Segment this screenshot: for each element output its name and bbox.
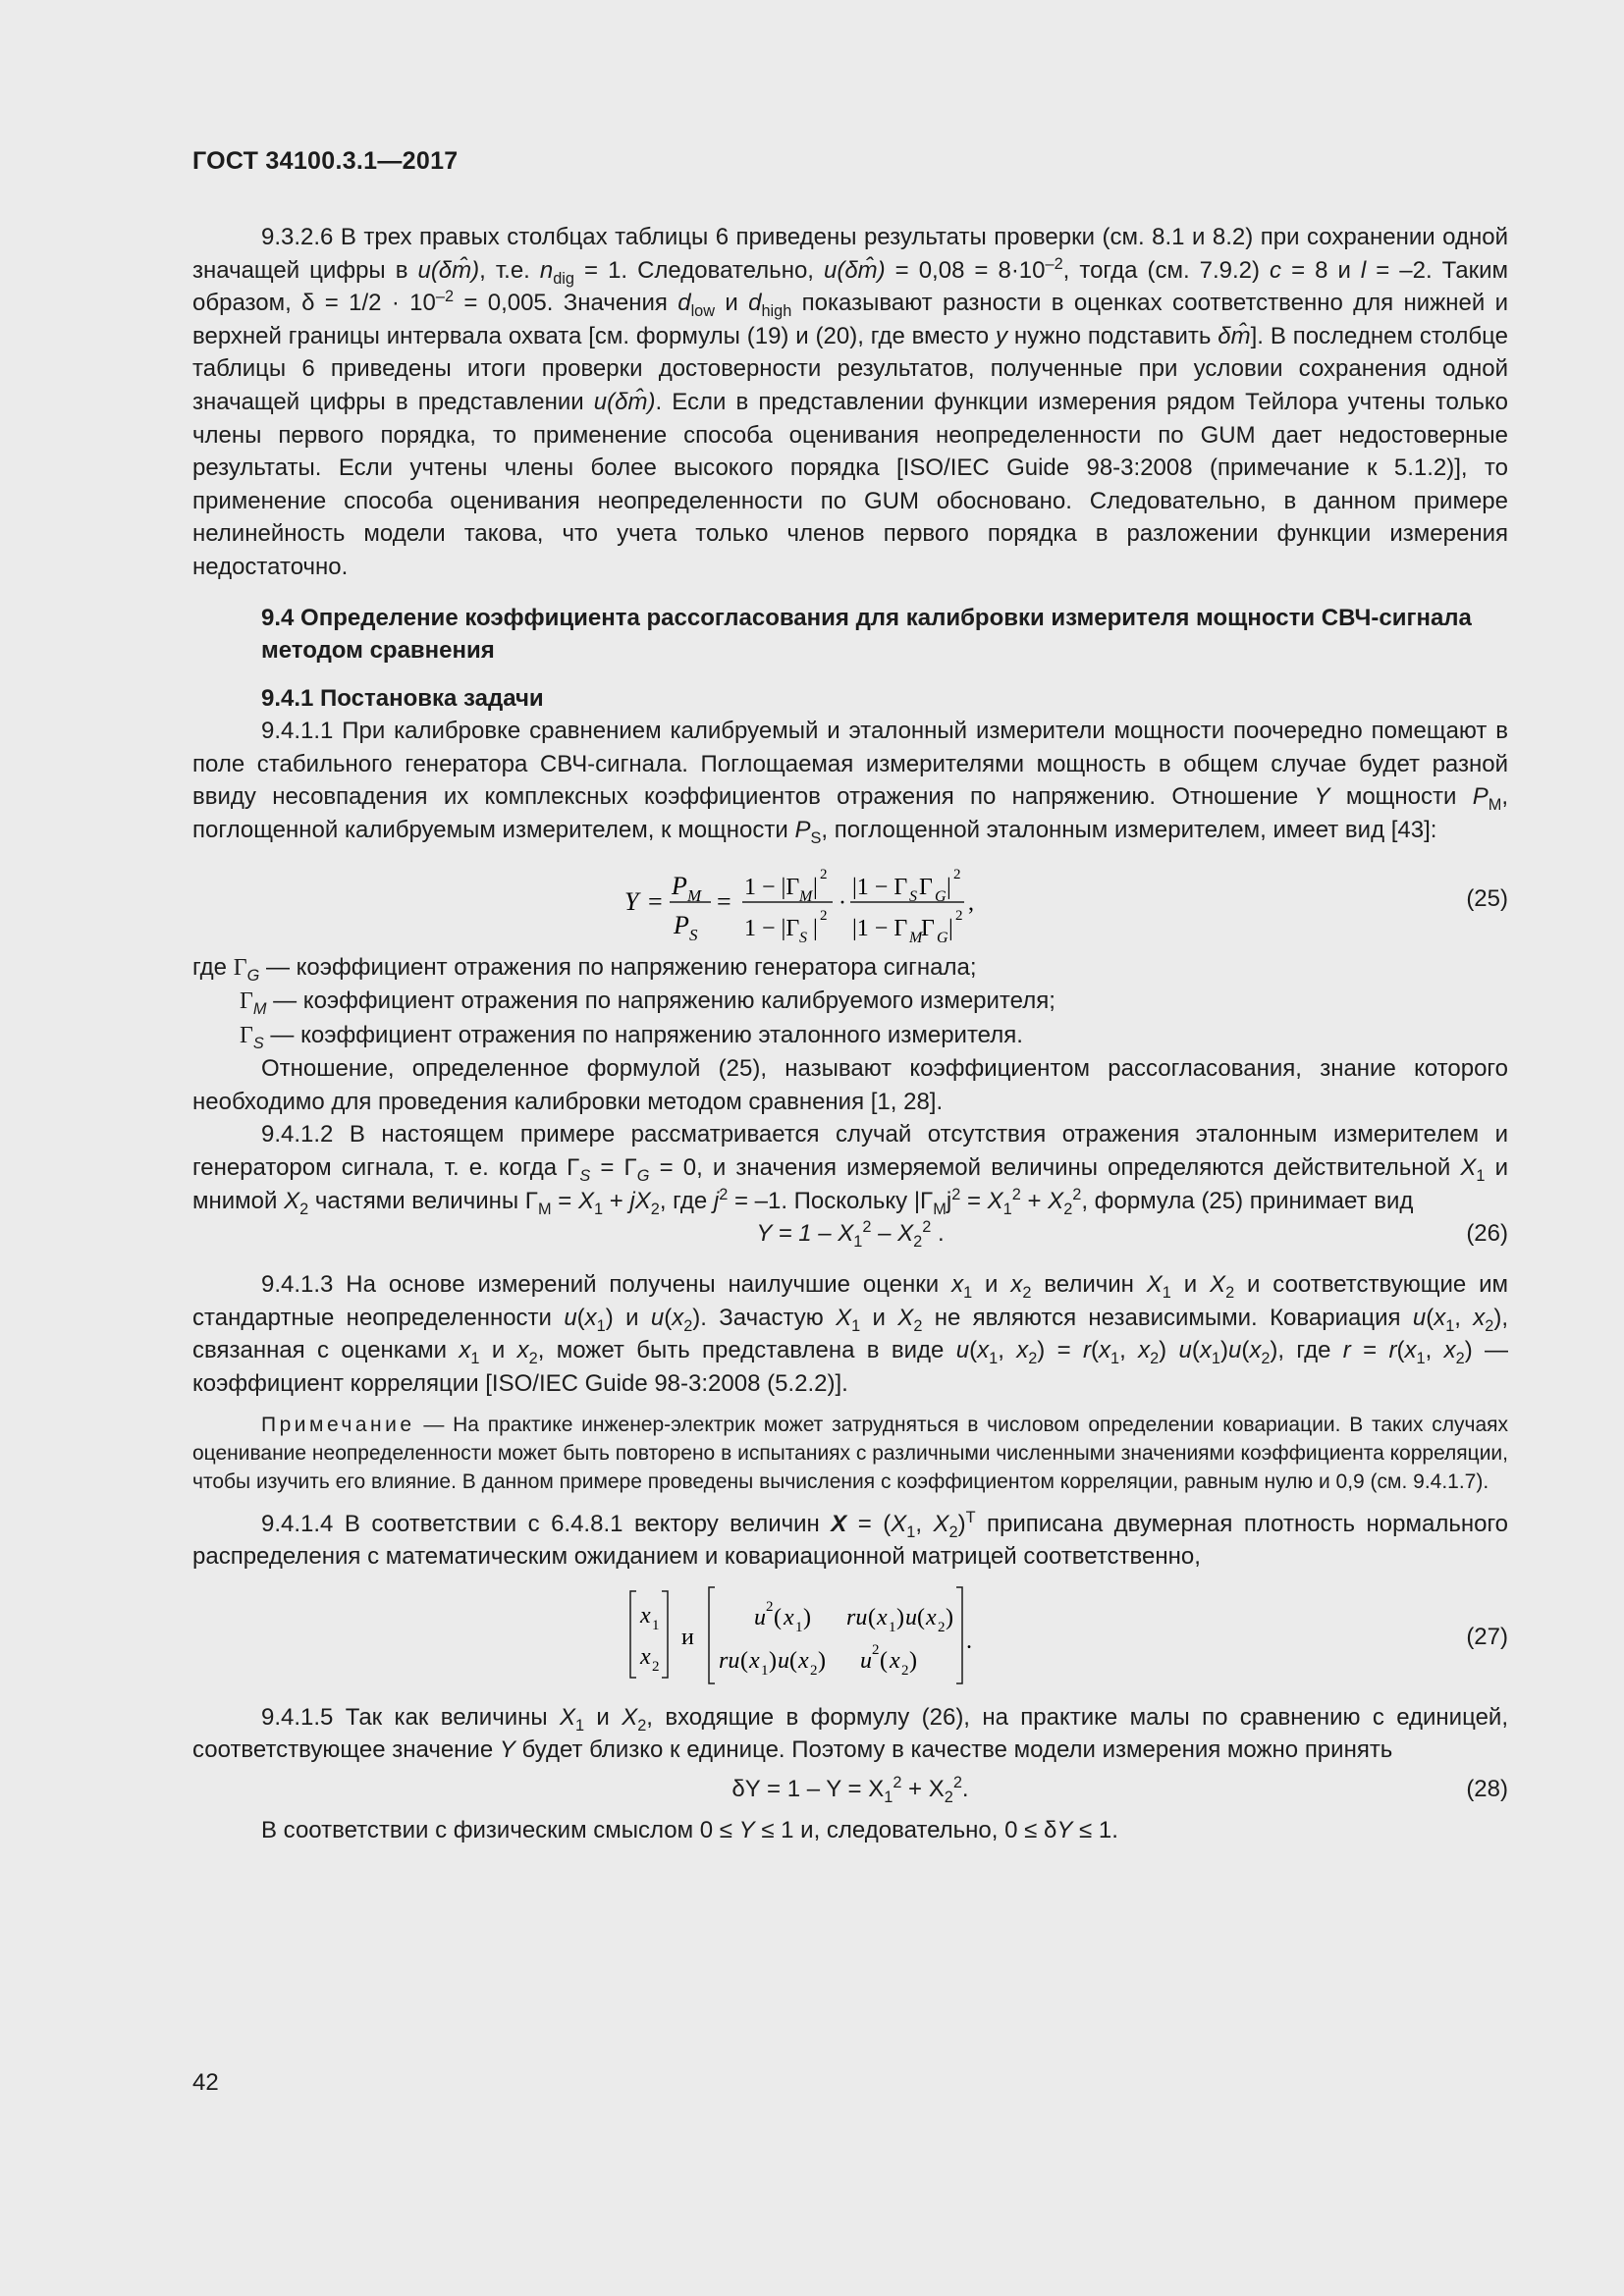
svg-text:|1 − Γ: |1 − Γ [852, 874, 908, 900]
equation-27-body [624, 1583, 1076, 1689]
svg-text:=: = [648, 886, 663, 916]
svg-text:u: u [905, 1604, 917, 1630]
equation-25-body [624, 851, 1076, 949]
svg-text:·: · [839, 889, 846, 916]
svg-text:u: u [860, 1647, 872, 1674]
svg-text:M: M [687, 885, 702, 905]
svg-text:2: 2 [652, 1658, 660, 1675]
svg-text:): ) [818, 1647, 826, 1674]
where-list [192, 951, 1508, 1053]
svg-text:P: P [674, 910, 689, 939]
svg-text:G: G [935, 887, 947, 905]
section-heading-9-4-1: 9.4.1 Постановка задачи [261, 684, 544, 712]
svg-text:G: G [937, 929, 948, 946]
svg-text:|: | [947, 874, 951, 900]
svg-text:1: 1 [795, 1619, 803, 1635]
paragraph-9-4-1-2: 9.4.1.2 В настоящем примере рассматривается случай отсутствия отражения эталонным измерителем и генератором сигнала, т. е. когда $\Gamma_S = \Gamma_G = 0$, и значения измеряемой величины определяются действительной $X_1$ и мнимой $X_2$ частями величины $\Gamma_M = X_1 + jX_2$, где $j^2 = -1$. Поскольку $|\Gamma_Mj^2 = X_1^2 + X_2^2$, формула (25) принимает вид [192, 1121, 1508, 1218]
svg-text:,: , [968, 889, 974, 916]
paragraph-9-4-1-3: 9.4.1.3 На основе измерений получены наилучшие оценки $x_1$ и $x_2$ величин $X_1$ и $X_2$ и соответствующие им стандартные неопределенности $u(x_1)$ и $u(x_2)$. Зачастую $X_1$ и $X_2$ не являются независимыми. Ковариация $u(x_1$, $x_2$), связанная с оценками $x_1$ и $x_2$, может быть представлена в виде $u(x_1$, $x_2) = r(x_1$, $x_2$) $u(x_1)u(x_2)$, где $r = r(x_1$, $x_2$) — коэффициент корреляции [ISO/IEC Guide 98-3:2008 (5.2.2)]. [192, 1271, 1509, 1398]
svg-text:2: 2 [955, 907, 963, 924]
svg-text:ru: ru [719, 1647, 740, 1674]
svg-text:(: ( [917, 1604, 925, 1630]
svg-text:S: S [909, 887, 917, 905]
svg-text:2: 2 [953, 866, 961, 882]
svg-text:): ) [946, 1604, 953, 1630]
where-item-gamma-m: $\Gamma_M$ — коэффициент отражения по напряжению калибруемого измерителя; [240, 988, 1056, 1018]
svg-text:2: 2 [820, 866, 828, 882]
svg-text:): ) [769, 1647, 777, 1674]
equation-28 [192, 1773, 1508, 1812]
svg-text:u: u [754, 1604, 766, 1630]
svg-text:Γ: Γ [921, 915, 935, 941]
equation-26-number: (26) [1466, 1220, 1508, 1248]
svg-text:x: x [749, 1647, 760, 1674]
svg-text:|1 − Γ: |1 − Γ [852, 915, 908, 941]
svg-text:S: S [689, 925, 698, 944]
paragraph-9-4-1-5: 9.4.1.5 Так как величины $X_1$ и $X_2$, входящие в формулу (26), на практике малы по сравнению с единицей, соответствующее значение Y будет близко к единице. Поэтому в качестве модели измерения можно принять [192, 1703, 1508, 1764]
svg-text:): ) [803, 1604, 811, 1630]
note-paragraph: Примечание — На практике инженер-электрик может затрудняться в числовом определении ковариации. В таких случаях оценивание неопределенности может быть повторено в испытаниях с различными численными значениями коэффициента корреляции, чтобы изучить его влияние. В данном примере проведены вычисления с коэффициентом корреляции, равным нулю и 0,9 (см. 9.4.1.7). [192, 1413, 1508, 1493]
svg-text:2: 2 [820, 907, 828, 924]
svg-text:(: ( [868, 1604, 876, 1630]
equation-26 [192, 1217, 1508, 1253]
svg-text:|: | [948, 915, 953, 941]
svg-text:x: x [784, 1604, 794, 1630]
equation-26-body: $Y = 1 - X_1^2 - X_2^2$ . [756, 1218, 945, 1252]
svg-text:2: 2 [901, 1662, 909, 1679]
paragraph-ratio: Отношение, определенное формулой (25), называют коэффициентом рассогласования, знание которого необходимо для проведения калибровки методом сравнения [1, 28]. [192, 1055, 1508, 1115]
svg-text:S: S [799, 929, 807, 946]
equation-25 [192, 851, 1508, 949]
svg-text:M: M [799, 887, 813, 905]
svg-text:1: 1 [652, 1617, 660, 1633]
svg-text:1: 1 [889, 1619, 896, 1635]
svg-text:x: x [640, 1602, 651, 1629]
paragraph-9-4-1-1: 9.4.1.1 При калибровке сравнением калибруемый и эталонный измерители мощности поочередно помещают в поле стабильного генератора СВЧ-сигнала. Поглощаемая измерителями мощность в общем случае будет разной ввиду несовпадения их комплексных коэффициентов отражения по напряжению. Отношение Y мощности $P_M$, поглощенной калибруемым измерителем, к мощности $P_S$, поглощенной эталонным измерителем, имеет вид [43]: [192, 718, 1509, 847]
paragraph-9-4-1-4: 9.4.1.4 В соответствии с 6.4.8.1 вектору величин $X = (X_1$, $X_2)^T$ приписана двумерная плотность нормального распределения с математическим ожиданием и ковариационной матрицей соответственно, [192, 1508, 1509, 1571]
svg-text:x: x [890, 1647, 900, 1674]
svg-text:2: 2 [766, 1598, 774, 1615]
svg-text:ru: ru [846, 1604, 868, 1630]
page-content [192, 221, 1508, 1847]
page-number: 42 [192, 2069, 219, 2096]
where-item-gamma-s: $\Gamma_S$ — коэффициент отражения по напряжению эталонного измерителя. [240, 1021, 1023, 1052]
svg-text:(: ( [740, 1647, 748, 1674]
svg-text:Y: Y [624, 886, 639, 916]
equation-27 [192, 1583, 1508, 1689]
svg-text:x: x [926, 1604, 937, 1630]
page-header: ГОСТ 34100.3.1—2017 [192, 147, 459, 175]
equation-28-number: (28) [1466, 1776, 1508, 1802]
svg-text:x: x [798, 1647, 809, 1674]
paragraph-9-3-2-6: 9.3.2.6 В трех правых столбцах таблицы 6 приведены результаты проверки (см. 8.1 и 8.2) при сохранении одной значащей цифры в u(δm̂), т.е. $n_{dig} = 1$. Следовательно, u(δm̂) = $0,08 = 8\cdot 10^{-2}$, тогда (см. 7.9.2) c = 8 и l = –2. Таким образом, $\delta = 1/2 \cdot 10^{-2} = 0,005$. Значения $d_{low}$ и $d_{high}$ показывают разности в оценках соответственно для нижней и верхней границы интервала охвата [см. формулы (19) и (20), где вместо y нужно подставить δm̂]. В последнем столбце таблицы 6 приведены итоги проверки достоверности результатов, полученные при условии сохранения одной значащей цифры в представлении u(δm̂). Если в представлении функции измерения рядом Тейлора учтены только члены первого порядка, то применение способа оценивания неопределенности по GUM дает недостоверные результаты. Если учтены члены более высокого порядка [ISO/IEC Guide 98-3:2008 (примечание к 5.1.2)], то применение способа оценивания неопределенности по GUM обосновано. Следовательно, в данном примере нелинейность модели такова, что учета только членов первого порядка в разложении функции измерения недостаточно. [192, 224, 1509, 580]
svg-text:u: u [778, 1647, 789, 1674]
svg-text:x: x [640, 1643, 651, 1670]
svg-text:1: 1 [761, 1662, 769, 1679]
svg-text:2: 2 [872, 1641, 880, 1658]
equation-25-number: (25) [1466, 884, 1508, 912]
section-heading-9-4: 9.4 Определение коэффициента рассогласования для калибровки измерителя мощности СВЧ-сигнала методом сравнения [261, 604, 1472, 664]
svg-text:x: x [877, 1604, 888, 1630]
svg-text:1 − |Γ: 1 − |Γ [744, 915, 800, 941]
svg-text:=: = [717, 886, 731, 916]
svg-text:M: M [909, 929, 923, 946]
where-item-gamma-g: где $\Gamma_G$ — коэффициент отражения по напряжению генератора сигнала; [192, 953, 977, 985]
svg-text:2: 2 [810, 1662, 818, 1679]
svg-text:.: . [966, 1628, 972, 1654]
paragraph-final: В соответствии с физическим смыслом 0 ≤ Y ≤ 1 и, следовательно, 0 ≤ δY ≤ 1. [261, 1817, 1118, 1843]
svg-text:): ) [909, 1647, 917, 1674]
svg-text:1 − |Γ: 1 − |Γ [744, 874, 800, 900]
svg-text:(: ( [789, 1647, 797, 1674]
svg-text:): ) [896, 1604, 904, 1630]
equation-27-number: (27) [1466, 1623, 1508, 1650]
svg-text:и: и [681, 1624, 694, 1650]
svg-text:P: P [672, 871, 687, 900]
svg-text:(: ( [774, 1604, 782, 1630]
svg-text:|: | [813, 874, 818, 900]
equation-28-body: $\delta Y = 1 - Y = X_1^2 + X_2^2$. [731, 1774, 969, 1806]
svg-text:(: ( [880, 1647, 888, 1674]
note-label: Примечание [261, 1413, 415, 1436]
svg-text:Γ: Γ [919, 874, 933, 900]
svg-text:2: 2 [938, 1619, 946, 1635]
svg-text:|: | [813, 915, 818, 941]
